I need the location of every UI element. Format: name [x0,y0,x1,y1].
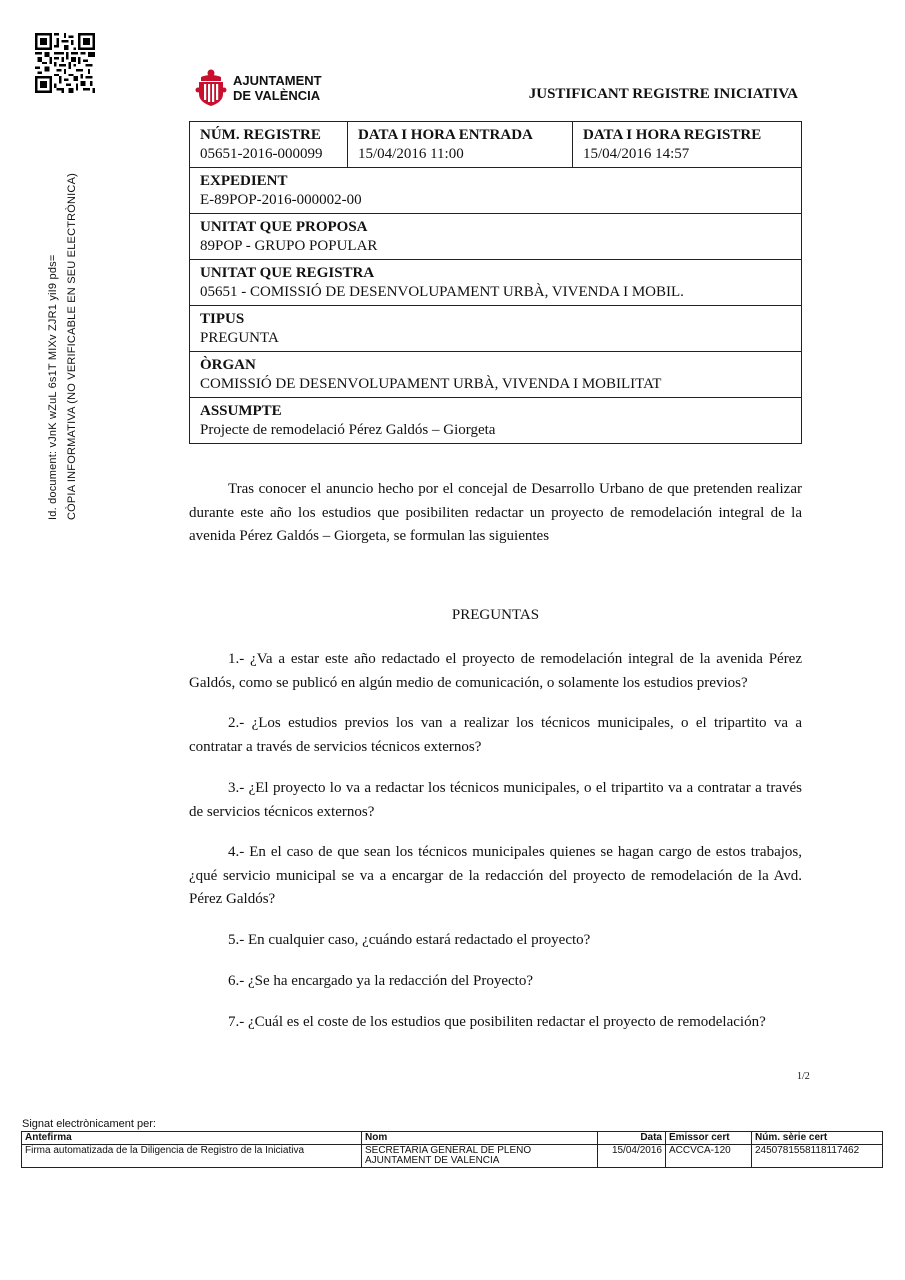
registry-row-top [190,122,802,168]
organ-cell [190,352,802,398]
registry-table [189,121,802,444]
unitat-registra-value: 05651 - COMISSIÓ DE DESENVOLUPAMENT URBÀ, VIVENDA I MOBIL. [200,284,684,300]
organ-value: COMISSIÓ DE DESENVOLUPAMENT URBÀ, VIVENDA I MOBILITAT [200,376,662,392]
questions-heading: PREGUNTAS [451,607,540,623]
city-crest-icon [195,68,227,108]
assumpte-cell [190,398,802,444]
question-3: 3.- ¿El proyecto lo va a redactar los técnicos municipales, o el tripartito va a contratar a través de servicios técnicos externos? [189,780,802,820]
col-antefirma: Antefirma [22,1132,362,1145]
data-entrada-cell [348,122,573,168]
nom-cell [362,1145,598,1168]
signature-table [21,1131,883,1168]
logo-line-1: AJUNTAMENT [233,73,322,88]
assumpte-label: ASSUMPTE [200,403,282,419]
assumpte-value: Projecte de remodelació Pérez Galdós – Giorgeta [200,422,496,438]
col-data: Data [598,1132,666,1145]
tipus-label: TIPUS [200,311,245,327]
data-entrada-value: 15/04/2016 11:00 [358,146,464,162]
page-number: 1/2 [797,1071,810,1082]
qr-code [35,33,95,93]
unitat-proposa-value: 89POP - GRUPO POPULAR [200,238,378,254]
unitat-proposa-label: UNITAT QUE PROPOSA [200,219,368,235]
ajuntament-logo [195,68,322,108]
signature-header-row [22,1132,883,1145]
nom-line-2: AJUNTAMENT DE VALENCIA [365,1155,500,1166]
expedient-value: E-89POP-2016-000002-00 [200,192,362,208]
signature-label: Signat electrònicament per: [22,1118,156,1130]
question-1: 1.- ¿Va a estar este año redactado el proyecto de remodelación integral de la avenida Pérez Galdós, como se publicó en algún medio de comunicación, o solamente los estudios previos? [189,651,802,691]
organ-label: ÒRGAN [200,357,256,373]
informative-copy-note: CÒPIA INFORMATIVA (NO VERIFICABLE EN SEU ELECTRÒNICA) [66,173,78,520]
num-registre-label: NÚM. REGISTRE [200,127,321,143]
data-registre-label: DATA I HORA REGISTRE [583,127,762,143]
col-emissor: Emissor cert [666,1132,752,1145]
logo-line-2: DE VALÈNCIA [233,88,321,103]
num-registre-value: 05651-2016-000099 [200,146,323,162]
emissor-cell: ACCVCA-120 [666,1145,752,1168]
question-4: 4.- En el caso de que sean los técnicos municipales quienes se hagan cargo de estos trabajos, ¿qué servicio municipal se va a encargar de la redacción del proyecto de remodelación de la Avd. Pérez Galdós? [189,844,802,907]
unitat-registra-label: UNITAT QUE REGISTRA [200,265,375,281]
unitat-proposa-cell [190,214,802,260]
nom-line-1: SECRETARIA GENERAL DE PLENO [365,1145,532,1156]
data-entrada-label: DATA I HORA ENTRADA [358,127,533,143]
data-cell: 15/04/2016 [598,1145,666,1168]
num-registre-cell [190,122,348,168]
unitat-registra-cell [190,260,802,306]
side-verification-note [44,173,82,520]
signature-row [22,1145,883,1168]
document-id: Id. document: vJnK wZuL 6s1T MIXv ZJR1 yiI9 pds= [47,254,59,520]
col-nom: Nom [362,1132,598,1145]
intro-paragraph: Tras conocer el anuncio hecho por el concejal de Desarrollo Urbano de que pretenden realizar durante este año los estudios que posibiliten redactar un proyecto de remodelación integral de la avenida Pérez Galdós – Giorgeta, se formulan las siguientes [189,481,802,544]
col-serie: Núm. sèrie cert [752,1132,883,1145]
data-registre-cell [573,122,802,168]
expedient-cell [190,168,802,214]
tipus-value: PREGUNTA [200,330,279,346]
expedient-label: EXPEDIENT [200,173,288,189]
question-5: 5.- En cualquier caso, ¿cuándo estará redactado el proyecto? [228,932,591,948]
question-7: 7.- ¿Cuál es el coste de los estudios que posibiliten redactar el proyecto de remodelación? [228,1014,766,1030]
antefirma-cell: Firma automatizada de la Diligencia de Registro de la Iniciativa [22,1145,362,1168]
question-2: 2.- ¿Los estudios previos los van a realizar los técnicos municipales, o el tripartito va a contratar a través de servicios técnicos externos? [189,715,802,755]
document-title: JUSTIFICANT REGISTRE INICIATIVA [528,86,798,102]
data-registre-value: 15/04/2016 14:57 [583,146,690,162]
serie-cell: 2450781558118117462 [752,1145,883,1168]
question-6: 6.- ¿Se ha encargado ya la redacción del Proyecto? [228,973,533,989]
tipus-cell [190,306,802,352]
